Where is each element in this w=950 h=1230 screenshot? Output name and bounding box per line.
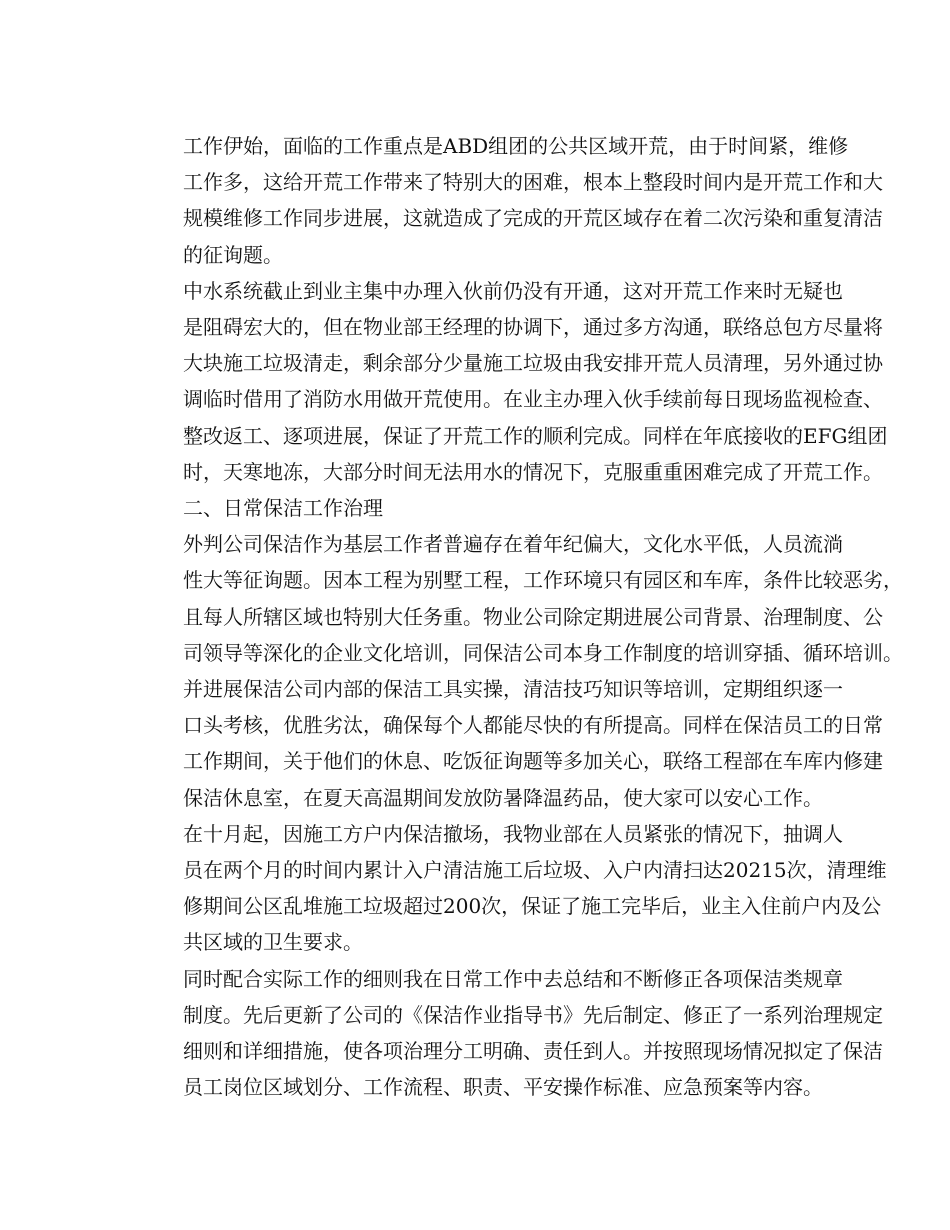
paragraph-regulations (143, 961, 883, 1106)
text-line: 并进展保洁公司内部的保洁工具实操，清洁技巧知识等培训，定期组织逐一 (183, 677, 843, 702)
document-body (143, 128, 903, 1105)
text-line: 共区域的卫生要求。 (183, 930, 363, 955)
text-line: 中水系统截止到业主集中办理入伙前仍没有开通，这对开荒工作来时无疑也 (183, 278, 843, 303)
paragraph-october-cleanup (143, 816, 887, 961)
paragraph-water-system (143, 273, 888, 490)
paragraph-outsourced-staff (143, 526, 903, 671)
text-line: 且每人所辖区域也特别大任务重。物业公司除定期进展公司背景、治理制度、公 (183, 604, 883, 629)
text-line: 性大等征询题。因本工程为别墅工程，工作环境只有园区和车库，条件比较恶劣， (183, 568, 903, 593)
text-line: 员在两个月的时间内累计入户清洁施工后垃圾、入户内清扫达20215次，清理维 (183, 858, 887, 883)
heading-text: 二、日常保洁工作治理 (183, 496, 383, 521)
text-line: 工作伊始，面临的工作重点是ABD组团的公共区域开荒，由于时间紧，维修 (183, 134, 849, 158)
text-line: 是阻碍宏大的，但在物业部王经理的协调下，通过多方沟通，联络总包方尽量将 (183, 315, 883, 340)
text-line: 外判公司保洁作为基层工作者普遍存在着年纪偏大，文化水平低，人员流淌 (183, 532, 843, 557)
text-line: 员工岗位区域划分、工作流程、职责、平安操作标准、应急预案等内容。 (183, 1075, 823, 1100)
paragraph-opening-cleanup (143, 128, 883, 273)
text-line: 时，天寒地冻，大部分时间无法用水的情况下，克服重重困难完成了开荒工作。 (183, 459, 883, 484)
paragraph-training (143, 671, 883, 816)
text-line: 工作多，这给开荒工作带来了特别大的困难，根本上整段时间内是开荒工作和大 (183, 170, 883, 195)
text-line: 在十月起，因施工方户内保洁撤场，我物业部在人员紧张的情况下，抽调人 (183, 821, 843, 846)
text-line: 整改返工、逐项进展，保证了开荒工作的顺利完成。同样在年底接收的EFG组团 (183, 423, 888, 448)
text-line: 调临时借用了消防水用做开荒使用。在业主办理入伙手续前每日现场监视检查、 (183, 387, 883, 412)
text-line: 细则和详细措施，使各项治理分工明确、责任到人。并按照现场情况拟定了保洁 (183, 1039, 883, 1064)
text-line: 工作期间，关于他们的休息、吃饭征询题等多加关心，联络工程部在车库内修建 (183, 749, 883, 774)
section-heading-daily-cleaning (143, 490, 807, 526)
text-line: 的征询题。 (183, 242, 283, 267)
text-line: 修期间公区乱堆施工垃圾超过200次，保证了施工完毕后，业主入住前户内及公 (183, 894, 882, 919)
text-line: 同时配合实际工作的细则我在日常工作中去总结和不断修正各项保洁类规章 (183, 966, 843, 991)
text-line: 制度。先后更新了公司的《保洁作业指导书》先后制定、修正了一系列治理规定 (183, 1002, 883, 1027)
text-line: 大块施工垃圾清走，剩余部分少量施工垃圾由我安排开荒人员清理，另外通过协 (183, 351, 883, 376)
text-line: 保洁休息室，在夏天高温期间发放防暑降温药品，使大家可以安心工作。 (183, 785, 823, 810)
text-line: 口头考核，优胜劣汰，确保每个人都能尽快的有所提高。同样在保洁员工的日常 (183, 713, 883, 738)
text-line: 规模维修工作同步进展，这就造成了完成的开荒区域存在着二次污染和重复清洁 (183, 206, 883, 231)
text-line: 司领导等深化的企业文化培训，同保洁公司本身工作制度的培训穿插、循环培训。 (183, 640, 903, 665)
